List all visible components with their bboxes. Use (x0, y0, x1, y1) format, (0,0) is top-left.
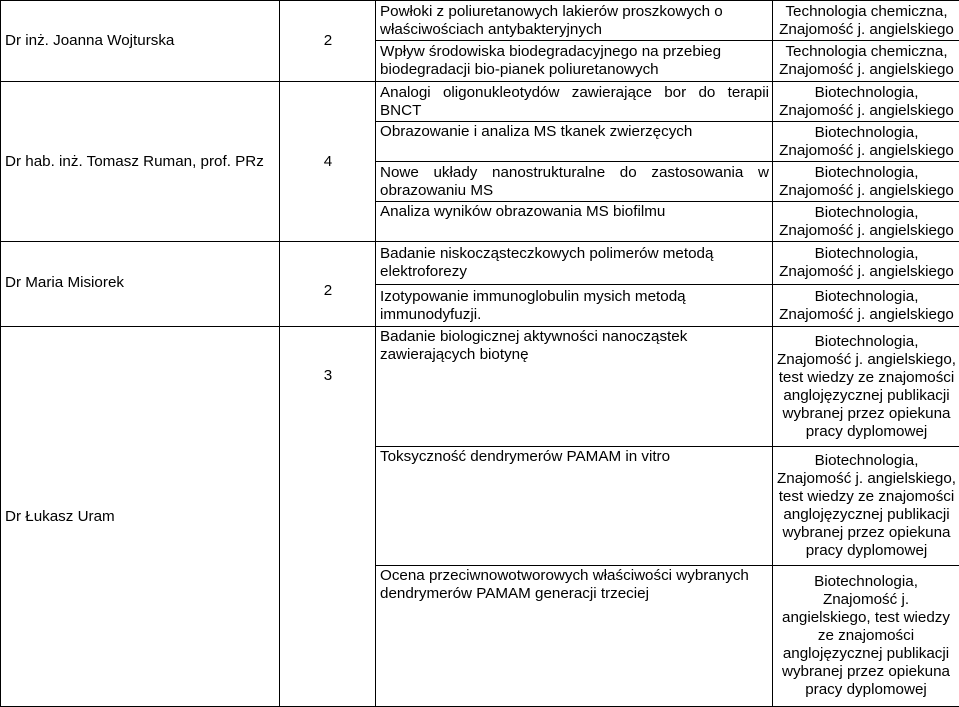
topic-requirement: Technologia chemiczna, Znajomość j. angielskiego (773, 1, 959, 41)
topic-title: Izotypowanie immunoglobulin mysich metodą immunodyfuzji. (376, 285, 773, 327)
topic-title: Analiza wyników obrazowania MS biofilmu (376, 202, 773, 242)
topic-title: Analogi oligonukleotydów zawierające bor do terapii BNCT (376, 82, 773, 122)
topic-title: Toksyczność dendrymerów PAMAM in vitro (376, 447, 773, 566)
supervisor-name: Dr hab. inż. Tomasz Ruman, prof. PRz (1, 82, 280, 242)
topic-requirement: Biotechnologia, Znajomość j. angielskiego, test wiedzy ze znajomości anglojęzycznej publikacji wybranej przez opiekuna pracy dyplomowej (773, 327, 959, 447)
table-row (1, 1, 959, 41)
supervisor-name: Dr inż. Joanna Wojturska (1, 1, 280, 82)
table-row (1, 242, 959, 285)
topic-requirement: Biotechnologia, Znajomość j. angielskiego (773, 162, 959, 202)
topic-requirement: Biotechnologia, Znajomość j. angielskiego (773, 122, 959, 162)
topic-requirement: Biotechnologia, Znajomość j. angielskiego, test wiedzy ze znajomości anglojęzycznej publikacji wybranej przez opiekuna pracy dyplomowej (773, 447, 959, 566)
topic-title: Powłoki z poliuretanowych lakierów proszkowych o właściwościach antybakteryjnych (376, 1, 773, 41)
topic-requirement: Biotechnologia, Znajomość j. angielskiego (773, 242, 959, 285)
topic-count: 3 (280, 327, 376, 707)
supervisor-name: Dr Łukasz Uram (1, 327, 280, 707)
topic-title: Obrazowanie i analiza MS tkanek zwierzęcych (376, 122, 773, 162)
table-row (1, 82, 959, 122)
topic-count: 2 (280, 242, 376, 327)
topic-title: Nowe układy nanostrukturalne do zastosowania w obrazowaniu MS (376, 162, 773, 202)
table-row (1, 327, 959, 447)
topic-count: 2 (280, 1, 376, 82)
supervisor-name: Dr Maria Misiorek (1, 242, 280, 327)
topic-count: 4 (280, 82, 376, 242)
topic-requirement: Biotechnologia, Znajomość j. angielskiego (773, 82, 959, 122)
topic-title: Ocena przeciwnowotworowych właściwości wybranych dendrymerów PAMAM generacji trzeciej (376, 566, 773, 707)
topic-requirement: Biotechnologia, Znajomość j. angielskiego (773, 202, 959, 242)
topic-requirement: Biotechnologia, Znajomość j. angielskiego, test wiedzy ze znajomości anglojęzycznej publikacji wybranej przez opiekuna pracy dyplomowej (773, 566, 959, 707)
topic-requirement: Technologia chemiczna, Znajomość j. angielskiego (773, 41, 959, 82)
topic-title: Wpływ środowiska biodegradacyjnego na przebieg biodegradacji bio-pianek poliuretanowych (376, 41, 773, 82)
topic-title: Badanie biologicznej aktywności nanocząstek zawierających biotynę (376, 327, 773, 447)
topic-title: Badanie niskocząsteczkowych polimerów metodą elektroforezy (376, 242, 773, 285)
topic-requirement: Biotechnologia, Znajomość j. angielskiego (773, 285, 959, 327)
